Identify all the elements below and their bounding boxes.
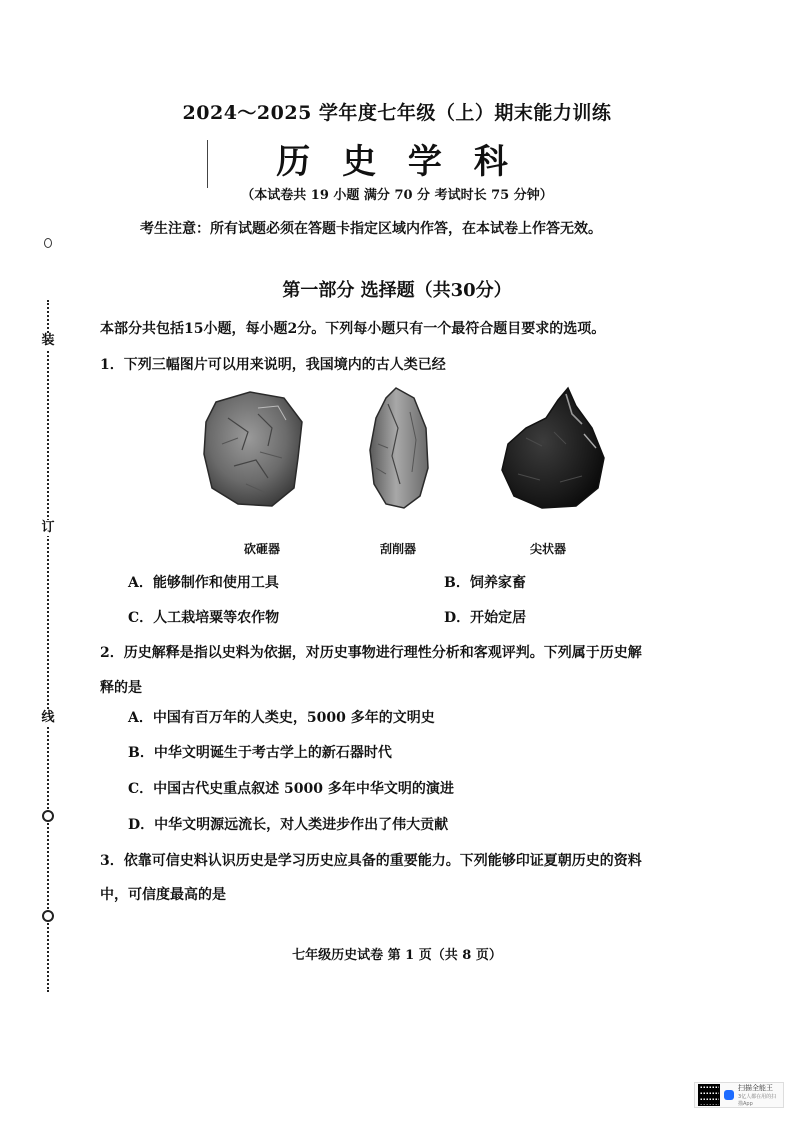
qr-code-icon — [698, 1084, 720, 1106]
question-2-option-d: D．中华文明源远流长，对人类进步作出了伟大贡献 — [128, 817, 449, 833]
question-2-stem-line-2: 释的是 — [100, 680, 142, 696]
question-1-option-c: C．人工栽培粟等农作物 — [128, 610, 280, 626]
image-caption-pointed: 尖状器 — [529, 542, 566, 556]
chopper-stone-tool-icon — [198, 388, 308, 510]
page-footer: 七年级历史试卷 第 1 页（共 8 页） — [292, 948, 502, 963]
question-2-option-c: C．中国古代史重点叙述 5000 多年中华文明的演进 — [128, 781, 454, 797]
subject-title: 历 史 学 科 — [276, 142, 518, 182]
question-2-stem-line-1: 2．历史解释是指以史料为依据，对历史事物进行理性分析和客观评判。下列属于历史解 — [100, 645, 642, 661]
question-1-option-b: B．饲养家畜 — [444, 575, 526, 591]
image-caption-chopper: 砍砸器 — [243, 542, 280, 556]
scraper-stone-tool-icon — [364, 384, 434, 512]
question-3-stem-line-2: 中，可信度最高的是 — [100, 887, 226, 903]
binding-char-xian: 线 — [41, 710, 55, 725]
question-1-option-d: D．开始定居 — [444, 610, 527, 626]
question-3-stem-line-1: 3．依靠可信史料认识历史是学习历史应具备的重要能力。下列能够印证夏朝历史的资料 — [100, 853, 642, 869]
binding-ring-icon — [42, 810, 54, 822]
binding-ring-icon — [42, 910, 54, 922]
section-intro: 本部分共包括15小题，每小题2分。下列每小题只有一个最符合题目要求的选项。 — [100, 321, 606, 337]
binding-dotted-line — [47, 300, 49, 992]
pointed-stone-tool-icon — [496, 384, 608, 512]
image-caption-scraper: 刮削器 — [379, 542, 416, 556]
scanner-watermark-badge — [694, 1082, 784, 1108]
exam-info: （本试卷共 19 小题 满分 70 分 考试时长 75 分钟） — [241, 188, 553, 203]
binding-hole-top — [44, 238, 52, 248]
scanner-app-logo-icon — [724, 1090, 734, 1100]
exam-header-title: 2024～2025 学年度七年级（上）期末能力训练 — [182, 102, 612, 124]
scanner-app-slogan: 3亿人都在用的扫描App — [738, 1093, 777, 1107]
question-2-option-b: B．中华文明诞生于考古学上的新石器时代 — [128, 745, 392, 761]
binding-char-zhuang: 装 — [41, 333, 55, 348]
exam-notice: 考生注意：所有试题必须在答题卡指定区域内作答，在本试卷上作答无效。 — [140, 221, 602, 237]
scanner-app-name: 扫描全能王 — [738, 1083, 773, 1092]
binding-char-ding: 订 — [41, 520, 55, 535]
section-title: 第一部分 选择题（共30分） — [282, 280, 512, 301]
question-2-option-a: A．中国有百万年的人类史，5000 多年的文明史 — [128, 710, 435, 726]
question-1-stem: 1．下列三幅图片可以用来说明，我国境内的古人类已经 — [100, 357, 446, 373]
question-1-option-a: A．能够制作和使用工具 — [128, 575, 279, 591]
